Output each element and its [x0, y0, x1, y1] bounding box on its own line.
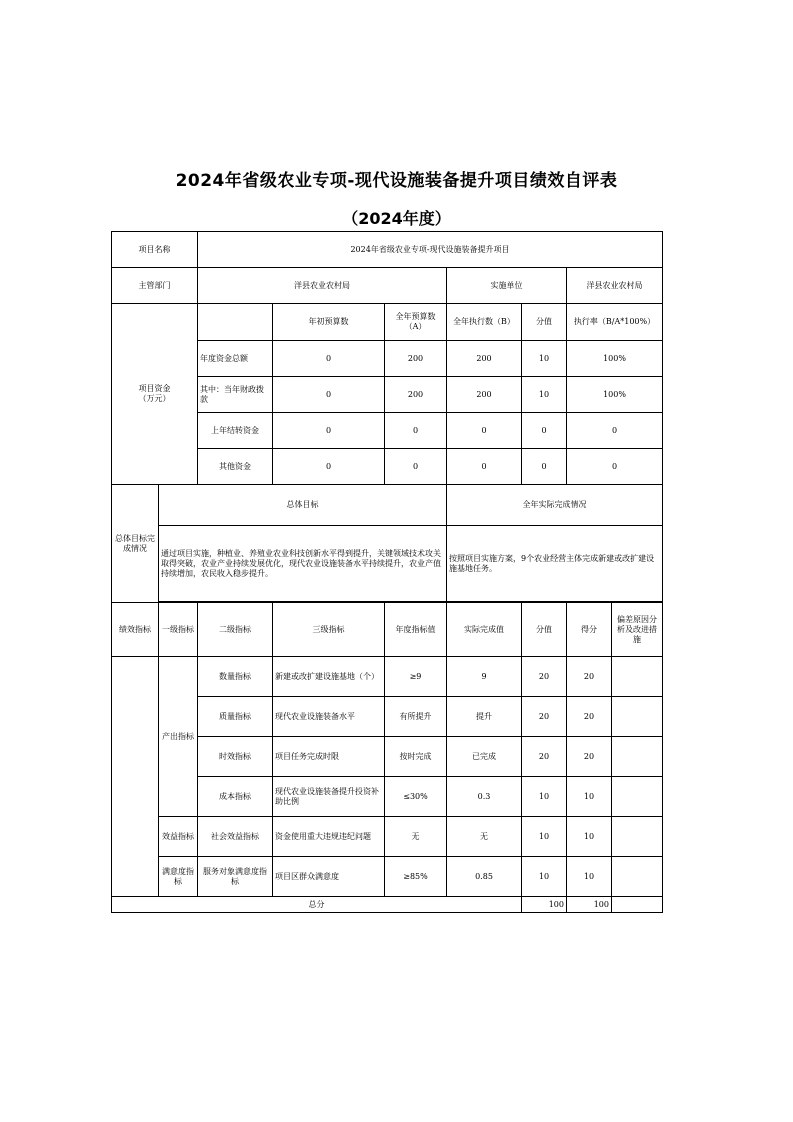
total-note — [612, 897, 663, 913]
goals-section-label: 总体目标完成情况 — [112, 485, 159, 603]
ind-target: 按时完成 — [385, 737, 447, 777]
ind-level2: 质量指标 — [198, 697, 273, 737]
ind-level1: 产出指标 — [159, 657, 198, 817]
funds-cell: 0 — [447, 413, 522, 449]
ind-level2: 成本指标 — [198, 777, 273, 817]
ind-level3: 现代农业设施装备提升投资补助比例 — [273, 777, 385, 817]
indicator-row — [112, 857, 663, 897]
funds-header-executed: 全年执行数（B） — [447, 304, 522, 341]
funds-cell: 0 — [385, 449, 447, 485]
department-row — [112, 268, 663, 304]
funds-header-empty — [198, 304, 273, 341]
funds-cell: 0 — [522, 413, 567, 449]
ind-level3: 新建或改扩建设施基地（个） — [273, 657, 385, 697]
ind-actual: 0.3 — [447, 777, 522, 817]
ind-level1: 效益指标 — [159, 817, 198, 857]
dept-value: 洋县农业农村局 — [198, 268, 447, 304]
funds-cell: 200 — [447, 377, 522, 413]
ind-header: 绩效指标 — [112, 603, 159, 657]
ind-note — [612, 817, 663, 857]
funds-cell: 100% — [567, 341, 663, 377]
funds-header-initial: 年初预算数 — [273, 304, 385, 341]
indicator-row — [112, 657, 663, 697]
project-name-row — [112, 232, 663, 268]
ind-header: 实际完成值 — [447, 603, 522, 657]
ind-level2: 时效指标 — [198, 737, 273, 777]
funds-cell: 0 — [273, 413, 385, 449]
ind-header: 二级指标 — [198, 603, 273, 657]
page-subtitle: （2024年度） — [342, 209, 451, 228]
ind-got: 10 — [567, 817, 612, 857]
impl-label: 实施单位 — [447, 268, 567, 304]
funds-cell: 0 — [447, 449, 522, 485]
ind-header: 一级指标 — [159, 603, 198, 657]
funds-cell: 0 — [522, 449, 567, 485]
funds-cell: 0 — [385, 413, 447, 449]
ind-note — [612, 737, 663, 777]
ind-note — [612, 857, 663, 897]
ind-got: 10 — [567, 777, 612, 817]
ind-score: 10 — [522, 857, 567, 897]
goals-overall-header: 总体目标 — [159, 485, 447, 526]
ind-note — [612, 657, 663, 697]
funds-cell: 0 — [567, 449, 663, 485]
ind-header: 分值 — [522, 603, 567, 657]
funds-row-label: 上年结转资金 — [198, 413, 273, 449]
ind-level2: 社会效益指标 — [198, 817, 273, 857]
total-got: 100 — [567, 897, 612, 913]
ind-actual: 提升 — [447, 697, 522, 737]
funds-cell: 0 — [273, 449, 385, 485]
ind-got: 20 — [567, 737, 612, 777]
ind-actual: 0.85 — [447, 857, 522, 897]
funds-header-row — [112, 304, 663, 341]
funds-section-label: 项目资金 （万元） — [112, 304, 198, 485]
ind-level2: 服务对象满意度指标 — [198, 857, 273, 897]
ind-level1: 满意度指标 — [159, 857, 198, 897]
ind-actual: 已完成 — [447, 737, 522, 777]
ind-got: 20 — [567, 657, 612, 697]
ind-header: 得分 — [567, 603, 612, 657]
ind-target: ≥9 — [385, 657, 447, 697]
ind-level3: 项目区群众满意度 — [273, 857, 385, 897]
funds-cell: 0 — [273, 377, 385, 413]
ind-target: 无 — [385, 817, 447, 857]
total-label: 总分 — [112, 897, 522, 913]
funds-cell: 200 — [385, 377, 447, 413]
total-score: 100 — [522, 897, 567, 913]
goals-text-row — [112, 526, 663, 602]
dept-label: 主管部门 — [112, 268, 198, 304]
ind-level3: 资金使用重大违规违纪问题 — [273, 817, 385, 857]
ind-header: 偏差原因分析及改进措施 — [612, 603, 663, 657]
ind-score: 20 — [522, 657, 567, 697]
ind-score: 20 — [522, 697, 567, 737]
ind-score: 10 — [522, 817, 567, 857]
page-title: 2024年省级农业专项-现代设施装备提升项目绩效自评表 — [175, 171, 618, 191]
ind-got: 20 — [567, 697, 612, 737]
ind-got: 10 — [567, 857, 612, 897]
ind-target: ≤30% — [385, 777, 447, 817]
goals-actual-text: 按照项目实施方案，9个农业经营主体完成新建或改扩建设施基地任务。 — [447, 526, 663, 602]
goals-header-row — [112, 485, 663, 526]
funds-cell: 200 — [447, 341, 522, 377]
funds-header-rate: 执行率（B/A*100%） — [567, 304, 663, 341]
indicators-header-row — [112, 603, 663, 657]
ind-actual: 9 — [447, 657, 522, 697]
project-name-value: 2024年省级农业专项-现代设施装备提升项目 — [198, 232, 663, 268]
ind-level3: 现代农业设施装备水平 — [273, 697, 385, 737]
goals-actual-header: 全年实际完成情况 — [447, 485, 663, 526]
ind-level3: 项目任务完成时限 — [273, 737, 385, 777]
evaluation-table — [111, 231, 663, 913]
funds-header-budget: 全年预算数（A） — [385, 304, 447, 341]
ind-target: 有所提升 — [385, 697, 447, 737]
funds-cell: 0 — [567, 413, 663, 449]
ind-note — [612, 777, 663, 817]
ind-score: 20 — [522, 737, 567, 777]
project-name-label: 项目名称 — [112, 232, 198, 268]
funds-cell: 200 — [385, 341, 447, 377]
funds-header-score: 分值 — [522, 304, 567, 341]
funds-row-label: 其中：当年财政拨款 — [198, 377, 273, 413]
ind-actual: 无 — [447, 817, 522, 857]
funds-cell: 10 — [522, 341, 567, 377]
ind-header: 年度指标值 — [385, 603, 447, 657]
funds-row-label: 年度资金总额 — [198, 341, 273, 377]
funds-cell: 0 — [273, 341, 385, 377]
ind-target: ≥85% — [385, 857, 447, 897]
total-row — [112, 897, 663, 913]
goals-overall-text: 通过项目实施，种植业、养殖业农业科技创新水平得到提升，关键领域技术攻关取得突破，农业产业持续发展优化，现代农业设施装备水平持续提升，农业产值持续增加，农民收入稳步提升。 — [159, 526, 447, 602]
ind-blank — [112, 657, 159, 897]
ind-level2: 数量指标 — [198, 657, 273, 697]
funds-cell: 10 — [522, 377, 567, 413]
impl-value: 洋县农业农村局 — [567, 268, 663, 304]
ind-score: 10 — [522, 777, 567, 817]
funds-row-label: 其他资金 — [198, 449, 273, 485]
funds-cell: 100% — [567, 377, 663, 413]
ind-note — [612, 697, 663, 737]
ind-header: 三级指标 — [273, 603, 385, 657]
indicator-row — [112, 817, 663, 857]
